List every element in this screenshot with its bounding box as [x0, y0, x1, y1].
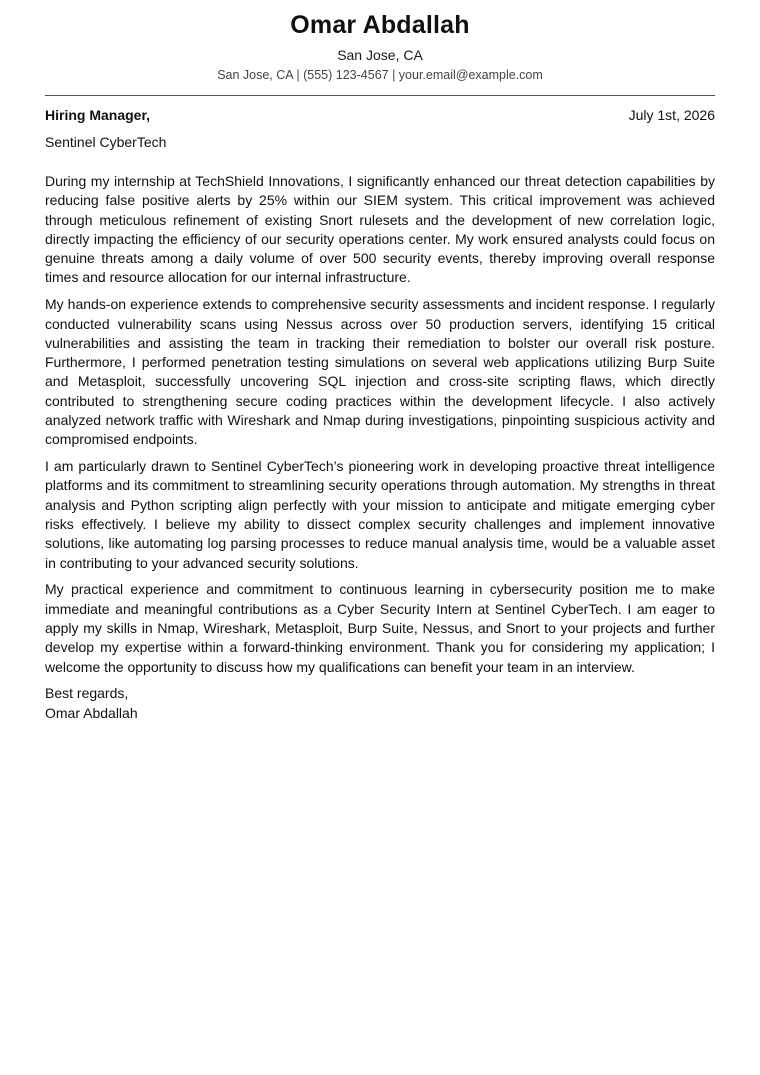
body-paragraph: I am particularly drawn to Sentinel CyberTech’s pioneering work in developing proactive threat intelligence platforms and its commitment to streamlining security operations through automation. My strengths in threat analysis and Python scripting align perfectly with your mission to anticipate and mitigate emerging cyber risks effectively. I believe my ability to dissect complex security challenges and implement innovative solutions, like automating log parsing processes to reduce manual analysis time, would be a valuable asset in contributing to your advanced security solutions. — [45, 458, 715, 571]
applicant-name: Omar Abdallah — [290, 11, 470, 39]
body-paragraph: My practical experience and commitment to continuous learning in cybersecurity position me to make immediate and meaningful contributions as a Cyber Security Intern at Sentinel CyberTech. I am eager to apply my skills in Nmap, Wireshark, Metasploit, Burp Suite, Nessus, and Snort to your projects and further develop my expertise within a forward-thinking environment. Thank you for considering my application; I welcome the opportunity to discuss how my qualifications can benefit your team in an interview. — [45, 581, 715, 675]
closing: Best regards, — [45, 685, 129, 702]
recipient: Hiring Manager, — [45, 107, 151, 123]
signature: Omar Abdallah — [45, 704, 138, 721]
company-name: Sentinel CyberTech — [45, 134, 167, 150]
body-paragraph: During my internship at TechShield Innovations, I significantly enhanced our threat detection capabilities by reducing false positive alerts by 25% within our SIEM system. This critical improvement was achieved through meticulous refinement of existing Snort rulesets and the development of new correlation logic, directly impacting the efficiency of our security operations center. My work ensured analysts could focus on genuine threats among a daily volume of over 500 security events, thereby improving overall response times and resource allocation for our internal infrastructure. — [45, 173, 715, 286]
header-divider — [45, 95, 715, 96]
body-paragraph: My hands-on experience extends to comprehensive security assessments and incident response. I regularly conducted vulnerability scans using Nessus across over 50 production servers, identifying 15 critical vulnerabilities and assisting the team in tracking their remediation to bolster our overall risk posture. Furthermore, I performed penetration testing simulations on several web applications utilizing Burp Suite and Metasploit, successfully uncovering SQL injection and cross-site scripting flaws, which directly contributed to strengthening secure coding practices within the development lifecycle. I also actively analyzed network traffic with Wireshark and Nmap during investigations, pinpointing suspicious activity and compromised endpoints. — [45, 296, 715, 448]
letter-body — [45, 172, 715, 677]
letter-date: July 1st, 2026 — [628, 107, 715, 123]
applicant-location: San Jose, CA — [337, 47, 423, 63]
salutation-row — [45, 106, 715, 124]
contact-line: San Jose, CA | (555) 123-4567 | your.email@example.com — [217, 68, 543, 82]
